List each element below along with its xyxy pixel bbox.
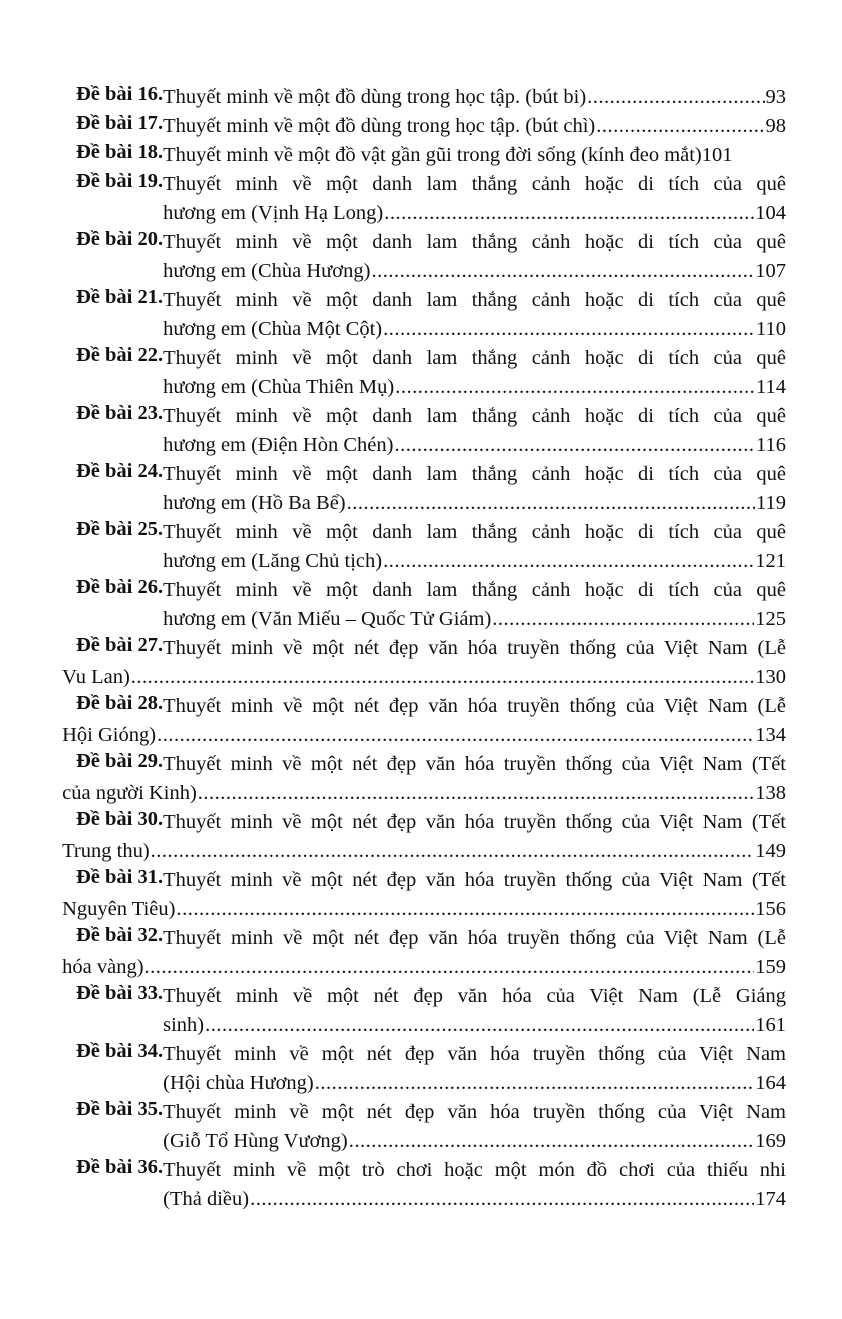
table-of-contents — [62, 83, 786, 1214]
entry-title-cont: Trung thu) — [62, 840, 150, 862]
entry-label: Đề bài 28. — [76, 692, 164, 714]
page-number: 169 — [755, 1130, 786, 1152]
entry-title: Thuyết minh về một danh lam thắng cảnh hoặc di tích của quê — [163, 289, 786, 311]
toc-entry-20[interactable] — [76, 228, 786, 286]
toc-entry-25[interactable] — [76, 518, 786, 576]
dot-leader — [205, 1011, 754, 1040]
toc-entry-17[interactable] — [76, 112, 786, 141]
entry-title-cont: hương em (Chùa Hương) — [163, 260, 371, 282]
entry-label: Đề bài 34. — [76, 1040, 164, 1062]
entry-title: Thuyết minh về một nét đẹp văn hóa truyền thống của Việt Nam (Tết — [163, 753, 786, 775]
toc-entry-33[interactable] — [76, 982, 786, 1040]
toc-entry-35[interactable] — [76, 1098, 786, 1156]
toc-entry-21[interactable] — [76, 286, 786, 344]
toc-entry-28[interactable] — [62, 692, 786, 750]
entry-label: Đề bài 30. — [76, 808, 164, 830]
page-number: 134 — [755, 724, 786, 746]
entry-title-cont: (Hội chùa Hương) — [163, 1072, 314, 1094]
dot-leader — [492, 605, 754, 634]
toc-entry-32[interactable] — [62, 924, 786, 982]
dot-leader — [198, 779, 754, 808]
dot-leader — [383, 315, 755, 344]
entry-title: Thuyết minh về một danh lam thắng cảnh hoặc di tích của quê — [163, 405, 786, 427]
dot-leader — [383, 547, 754, 576]
dot-leader — [384, 199, 754, 228]
entry-title: Thuyết minh về một nét đẹp văn hóa truyền thống của Việt Nam (Lễ — [163, 637, 786, 659]
entry-label: Đề bài 32. — [76, 924, 164, 946]
entry-label: Đề bài 33. — [76, 982, 164, 1004]
page-number: 138 — [755, 782, 786, 804]
entry-label: Đề bài 21. — [76, 286, 164, 308]
entry-title: Thuyết minh về một nét đẹp văn hóa truyền thống của Việt Nam — [163, 1101, 786, 1123]
entry-title-cont: hương em (Vịnh Hạ Long) — [163, 202, 384, 224]
entry-title-cont: Nguyên Tiêu) — [62, 898, 176, 920]
toc-entry-16[interactable] — [76, 83, 786, 112]
page-number: 161 — [755, 1014, 786, 1036]
entry-label: Đề bài 29. — [76, 750, 164, 772]
entry-title-cont: của người Kinh) — [62, 782, 197, 804]
entry-title-cont: hương em (Văn Miếu – Quốc Tử Giám) — [163, 608, 492, 630]
page-number: 156 — [755, 898, 786, 920]
entry-label: Đề bài 31. — [76, 866, 164, 888]
toc-entry-34[interactable] — [76, 1040, 786, 1098]
entry-title-cont: hương em (Điện Hòn Chén) — [163, 434, 394, 456]
dot-leader — [151, 837, 755, 866]
entry-title: Thuyết minh về một danh lam thắng cảnh hoặc di tích của quê — [163, 521, 786, 543]
dot-leader — [176, 895, 754, 924]
entry-label: Đề bài 27. — [76, 634, 164, 656]
entry-label: Đề bài 26. — [76, 576, 164, 598]
entry-title: Thuyết minh về một đồ dùng trong học tập. (bút chì) — [163, 115, 596, 137]
entry-title-cont: sinh) — [163, 1014, 205, 1036]
page-number: 119 — [756, 492, 786, 514]
page-number: 159 — [755, 956, 786, 978]
entry-label: Đề bài 23. — [76, 402, 164, 424]
dot-leader — [250, 1185, 754, 1214]
entry-title: Thuyết minh về một danh lam thắng cảnh hoặc di tích của quê — [163, 463, 786, 485]
dot-leader — [315, 1069, 755, 1098]
page-number: 174 — [755, 1188, 786, 1210]
entry-label: Đề bài 19. — [76, 170, 164, 192]
entry-title: Thuyết minh về một nét đẹp văn hóa truyền thống của Việt Nam (Lễ — [163, 927, 786, 949]
entry-label: Đề bài 17. — [76, 112, 164, 134]
toc-entry-30[interactable] — [62, 808, 786, 866]
entry-title-cont: hương em (Chùa Một Cột) — [163, 318, 383, 340]
entry-title-cont: hương em (Chùa Thiên Mụ) — [163, 376, 395, 398]
entry-title: Thuyết minh về một danh lam thắng cảnh hoặc di tích của quê — [163, 173, 786, 195]
dot-leader — [394, 431, 755, 460]
dot-leader — [587, 83, 764, 112]
page-number: 110 — [756, 318, 786, 340]
page-number: 164 — [755, 1072, 786, 1094]
page-number: 101 — [701, 144, 733, 166]
entry-label: Đề bài 24. — [76, 460, 164, 482]
page-number: 107 — [755, 260, 786, 282]
page-number: 104 — [755, 202, 786, 224]
toc-entry-22[interactable] — [76, 344, 786, 402]
entry-label: Đề bài 36. — [76, 1156, 164, 1178]
toc-entry-23[interactable] — [76, 402, 786, 460]
entry-title: Thuyết minh về một nét đẹp văn hóa truyền thống của Việt Nam — [163, 1043, 786, 1065]
toc-entry-24[interactable] — [76, 460, 786, 518]
page-number: 93 — [765, 86, 786, 108]
entry-title: Thuyết minh về một đồ dùng trong học tập. (bút bi) — [163, 86, 587, 108]
entry-label: Đề bài 20. — [76, 228, 164, 250]
entry-title-cont: Hội Gióng) — [62, 724, 157, 746]
page-number: 116 — [756, 434, 786, 456]
entry-title: Thuyết minh về một nét đẹp văn hóa truyền thống của Việt Nam (Tết — [163, 811, 786, 833]
entry-title: Thuyết minh về một trò chơi hoặc một món đồ chơi của thiếu nhi — [163, 1159, 786, 1181]
entry-label: Đề bài 25. — [76, 518, 164, 540]
entry-title: Thuyết minh về một nét đẹp văn hóa truyền thống của Việt Nam (Lễ — [163, 695, 786, 717]
toc-entry-18[interactable] — [76, 141, 786, 170]
page-number: 114 — [756, 376, 786, 398]
entry-label: Đề bài 22. — [76, 344, 164, 366]
toc-entry-29[interactable] — [62, 750, 786, 808]
entry-title: Thuyết minh về một danh lam thắng cảnh hoặc di tích của quê — [163, 579, 786, 601]
entry-label: Đề bài 18. — [76, 141, 164, 163]
entry-title: Thuyết minh về một danh lam thắng cảnh hoặc di tích của quê — [163, 231, 786, 253]
dot-leader — [347, 489, 755, 518]
entry-label: Đề bài 35. — [76, 1098, 164, 1120]
entry-title: Thuyết minh về một đồ vật gần gũi trong đời sống (kính đeo mắt) — [163, 144, 702, 166]
toc-entry-19[interactable] — [76, 170, 786, 228]
dot-leader — [131, 663, 754, 692]
entry-title-cont: hóa vàng) — [62, 956, 144, 978]
page-number: 130 — [755, 666, 786, 688]
entry-title-cont: (Thả diều) — [163, 1188, 250, 1210]
entry-title-cont: hương em (Lăng Chủ tịch) — [163, 550, 383, 572]
dot-leader — [395, 373, 755, 402]
entry-title-cont: Vu Lan) — [62, 666, 130, 688]
entry-title: Thuyết minh về một danh lam thắng cảnh hoặc di tích của quê — [163, 347, 786, 369]
entry-label: Đề bài 16. — [76, 83, 164, 105]
toc-entry-36[interactable] — [76, 1156, 786, 1214]
entry-title-cont: (Giỗ Tổ Hùng Vương) — [163, 1130, 348, 1152]
toc-entry-27[interactable] — [62, 634, 786, 692]
entry-title-cont: hương em (Hồ Ba Bể) — [163, 492, 346, 514]
page-number: 149 — [755, 840, 786, 862]
dot-leader — [371, 257, 754, 286]
dot-leader — [349, 1127, 755, 1156]
dot-leader — [157, 721, 754, 750]
entry-title: Thuyết minh về một nét đẹp văn hóa của Việt Nam (Lễ Giáng — [163, 985, 786, 1007]
toc-entry-31[interactable] — [62, 866, 786, 924]
entry-title: Thuyết minh về một nét đẹp văn hóa truyền thống của Việt Nam (Tết — [163, 869, 786, 891]
page-number: 121 — [755, 550, 786, 572]
dot-leader — [145, 953, 755, 982]
page-number: 98 — [765, 115, 786, 137]
page-number: 125 — [755, 608, 786, 630]
toc-entry-26[interactable] — [76, 576, 786, 634]
dot-leader — [596, 112, 764, 141]
